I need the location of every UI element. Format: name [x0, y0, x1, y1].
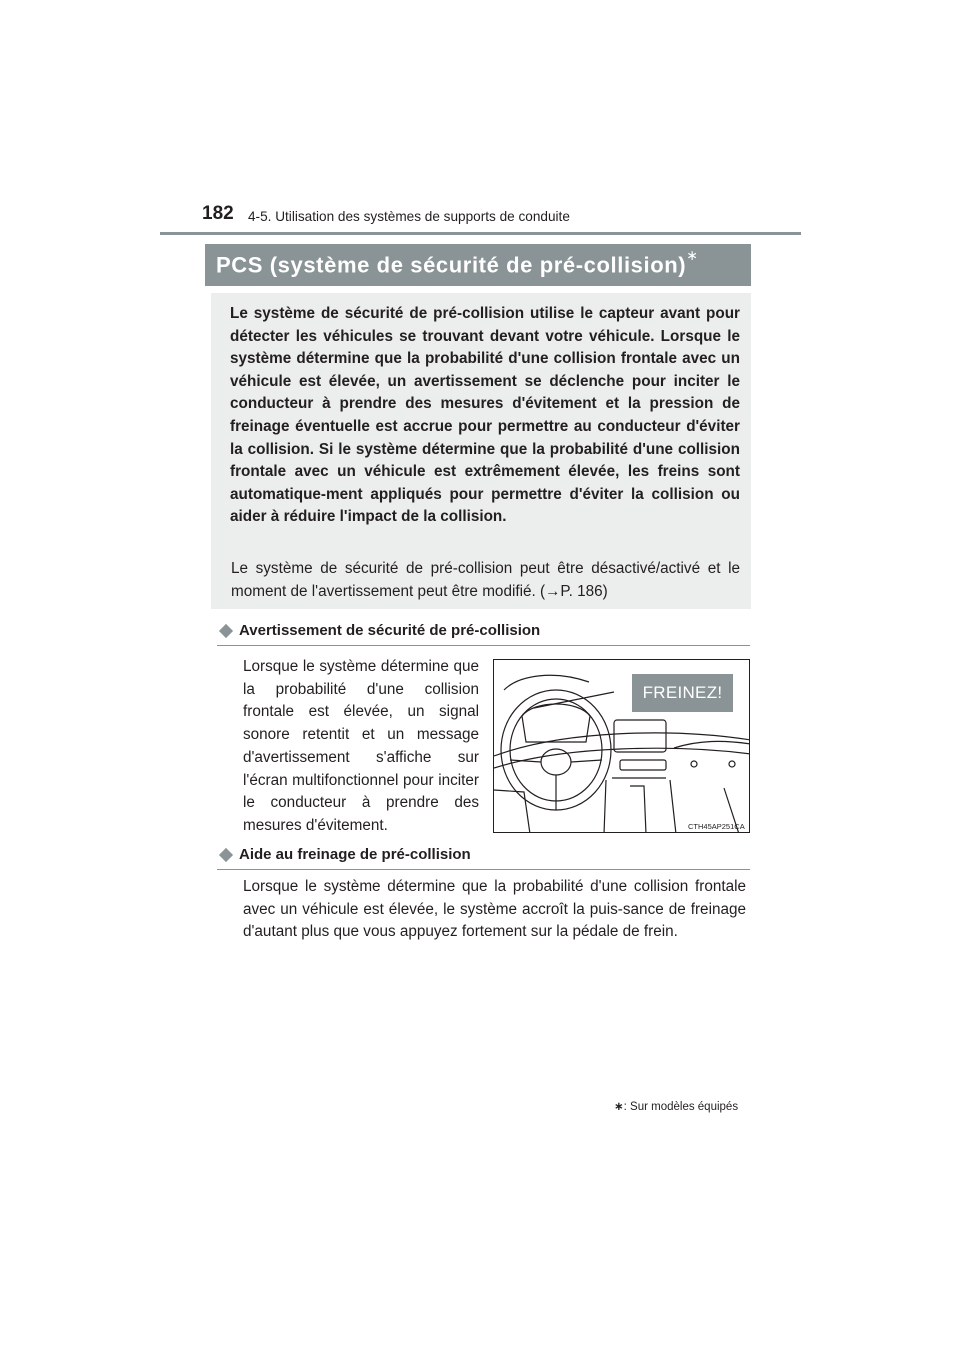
illustration-code: CTH45AP251CA [688, 822, 745, 831]
brake-assist-body-text: Lorsque le système détermine que la probabilité d'une collision frontale avec un véhicule est élevée, le système accroît la puis-sance de freinage d'autant plus que vous appuyez fortement sur la pédale de frein. [243, 878, 746, 941]
message-badge [632, 674, 733, 712]
footnote-marker: ∗ [614, 1101, 624, 1113]
section-rule [217, 869, 750, 870]
footnote-text: : Sur modèles équipés [623, 1101, 739, 1113]
section-heading-text: Aide au freinage de pré-collision [239, 846, 471, 863]
warning-body-text: Lorsque le système détermine que la probabilité d'une collision frontale est élevée, un signal sonore retentit et un message d'avertissement s'affiche sur l'écran multifonctionnel pour inciter le conducteur à prendre des mesures d'évitement. [243, 658, 479, 834]
section-rule [217, 645, 750, 646]
page-number: 182 [202, 203, 234, 224]
running-head: 4-5. Utilisation des systèmes de supports de conduite [248, 209, 570, 224]
section-title-bar [205, 244, 751, 286]
summary-box [211, 293, 751, 609]
message-text: FREINEZ! [642, 683, 723, 702]
header-rule [160, 232, 801, 235]
diamond-bullet-icon [219, 623, 233, 637]
title-text: PCS (système de sécurité de pré-collision) [216, 252, 687, 278]
diamond-bullet-icon [219, 847, 233, 861]
summary-normal-text: Le système de sécurité de pré-collision peut être désactivé/activé et le moment de l'avertissement peut être modifié. (→P. 186) [231, 560, 740, 600]
section-heading-warning [219, 622, 540, 639]
summary-bold-text: Le système de sécurité de pré-collision utilise le capteur avant pour détecter les véhicules se trouvant devant votre véhicule. Lorsque le système détermine que la probabilité d'une collision frontale avec un véhicule est élevée, un avertissement se déclenche pour inciter le conducteur à prendre des mesures d'évitement et la pression de freinage éventuelle est accrue pour permettre au conducteur d'éviter la collision. Si le système détermine que la probabilité d'une collision frontale avec un véhicule est extrêmement élevée, les freins sont automatique-ment appliqués pour permettre d'éviter la collision ou aider à réduire l'impact de la collision. [230, 305, 740, 526]
footnote [614, 1099, 738, 1113]
section-heading-text: Avertissement de sécurité de pré-collision [239, 622, 541, 639]
page-title [216, 247, 699, 278]
title-marker: ∗ [686, 247, 699, 263]
section-heading-brake-assist [219, 846, 471, 863]
